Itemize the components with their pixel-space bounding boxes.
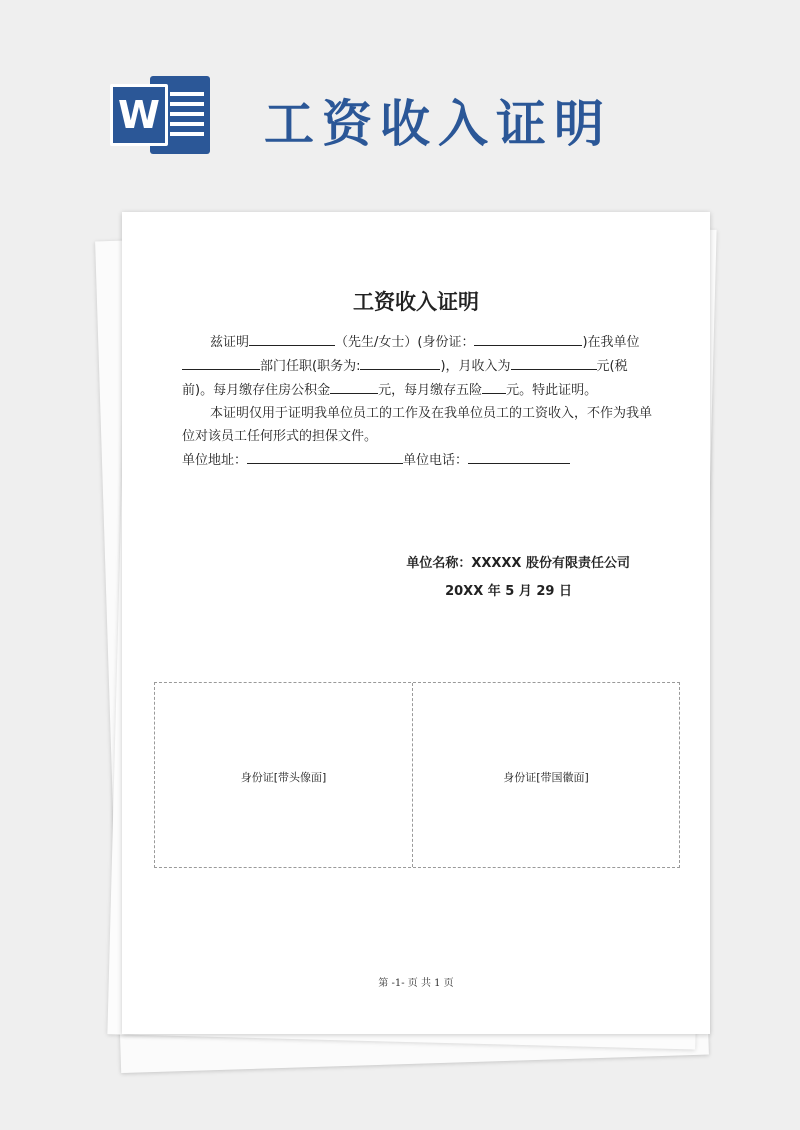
word-icon-line	[170, 122, 204, 126]
company-name: 单位名称：XXXXX 股份有限责任公司	[406, 556, 630, 571]
word-icon-line	[170, 102, 204, 106]
text-segment: 元(税前)。每月缴存住房公积金	[182, 359, 628, 398]
document-body	[182, 330, 652, 472]
issue-date: 20XX 年 5 月 29 日	[445, 584, 572, 599]
address-label: 单位地址：	[182, 453, 248, 468]
address-blank[interactable]	[247, 448, 403, 464]
word-icon	[110, 70, 212, 160]
id-front-label: 身份证[带头像面]	[240, 771, 327, 784]
department-blank[interactable]	[182, 354, 260, 370]
page-footer: 第 -1- 页 共 1 页	[378, 978, 454, 989]
text-segment: 兹证明	[210, 335, 250, 350]
text-segment: 部门任职(职务为:	[260, 359, 361, 374]
header-title: 工资收入证明	[264, 95, 612, 153]
text-segment: )在我单位	[582, 335, 640, 350]
document-title: 工资收入证明	[353, 290, 479, 314]
text-segment: )，月收入为	[440, 359, 511, 374]
name-blank[interactable]	[249, 330, 335, 346]
word-icon-line	[170, 132, 204, 136]
contact-line	[182, 448, 652, 472]
certificate-paragraph	[182, 330, 652, 402]
income-blank[interactable]	[511, 354, 597, 370]
text-segment: （先生/女士）(身份证：	[335, 335, 475, 350]
word-icon-line	[170, 112, 204, 116]
phone-label: 单位电话：	[403, 453, 469, 468]
disclaimer-paragraph: 本证明仅用于证明我单位员工的工作及在我单位员工的工资收入，不作为我单位对该员工任何形式的担保文件。	[182, 406, 653, 444]
word-icon-badge: W	[110, 84, 168, 146]
text-segment: 元，每月缴存五险	[378, 383, 483, 398]
text-segment: 元。特此证明。	[506, 383, 598, 398]
position-blank[interactable]	[360, 354, 440, 370]
id-card-box	[154, 682, 680, 868]
document-page	[122, 212, 710, 1034]
insurance-blank[interactable]	[482, 378, 506, 394]
id-back-label: 身份证[带国徽面]	[503, 771, 589, 784]
phone-blank[interactable]	[468, 448, 570, 464]
word-icon-line	[170, 92, 204, 96]
id-number-blank[interactable]	[474, 330, 582, 346]
housing-fund-blank[interactable]	[330, 378, 378, 394]
